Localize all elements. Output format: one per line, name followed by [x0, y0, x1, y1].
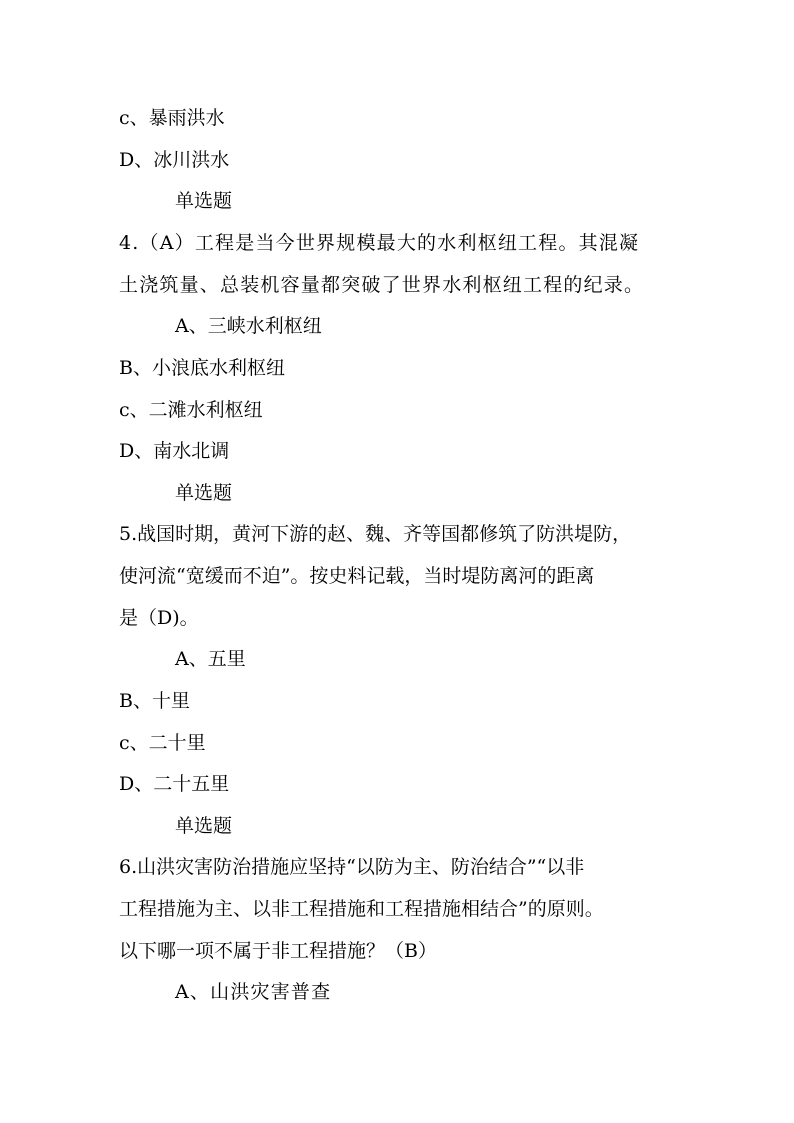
- q3-option-c: c、暴雨洪水: [119, 107, 225, 129]
- q6-stem-line-1: 6.山洪灾害防治措施应坚持“以防为主、防治结合”“以非: [119, 856, 585, 878]
- q4-stem-line-1: 4.（A）工程是当今世界规模最大的水利枢纽工程。其混凝: [119, 232, 640, 254]
- q5-option-c: c、二十里: [119, 732, 206, 754]
- q5-stem-line-3: 是（D)。: [119, 607, 199, 629]
- q5-option-d: D、二十五里: [119, 773, 230, 795]
- q4-stem-line-2: 土浇筑量、总装机容量都突破了世界水利枢纽工程的纪录。: [119, 274, 645, 296]
- q6-option-a: A、山洪灾害普查: [175, 981, 332, 1003]
- q5-option-b: B、十里: [119, 690, 190, 712]
- q4-option-d: D、南水北调: [119, 440, 230, 462]
- q4-option-b: B、小浪底水利枢纽: [119, 357, 285, 379]
- q4-option-a: A、三峡水利枢纽: [175, 315, 322, 337]
- q5-stem-line-1: 5.战国时期，黄河下游的赵、魏、齐等国都修筑了防洪堤防，: [119, 523, 632, 545]
- q4-option-c: c、二滩水利枢纽: [119, 399, 263, 421]
- q6-stem-line-2: 工程措施为主、以非工程措施和工程措施相结合”的原则。: [119, 898, 604, 920]
- q6-stem-line-3: 以下哪一项不属于非工程措施？（B）: [119, 940, 437, 962]
- q5-option-a: A、五里: [175, 648, 246, 670]
- q5-type-label: 单选题: [175, 482, 233, 504]
- q6-type-label: 单选题: [175, 815, 233, 837]
- q3-option-d: D、冰川洪水: [119, 149, 230, 171]
- q5-stem-line-2: 使河流“宽缓而不迫”。按史料记载，当时堤防离河的距离: [119, 565, 595, 587]
- q4-type-label: 单选题: [175, 190, 233, 212]
